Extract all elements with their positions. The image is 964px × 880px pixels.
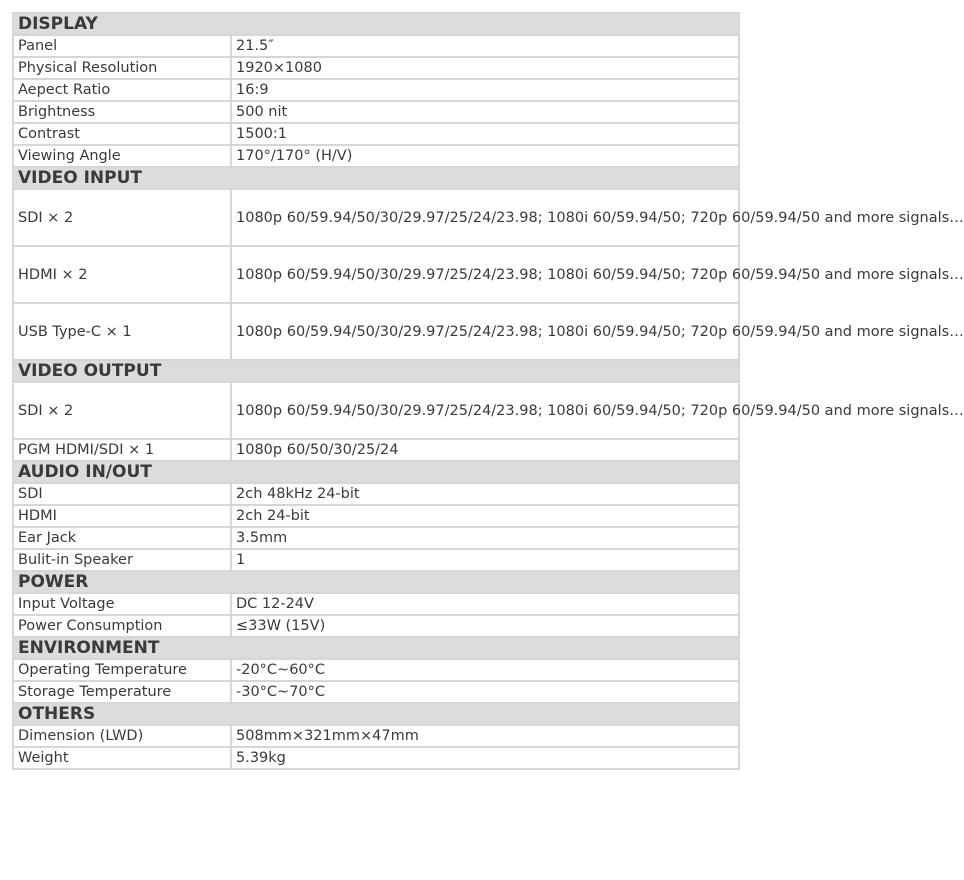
- table-row: [13, 659, 739, 681]
- section-header: [13, 703, 739, 725]
- spec-label: HDMI × 2: [13, 246, 231, 303]
- table-row: [13, 725, 739, 747]
- spec-value: 1080p 60/59.94/50/30/29.97/25/24/23.98; 1080i 60/59.94/50; 720p 60/59.94/50 and more signals…: [231, 189, 739, 246]
- table-row: [13, 439, 739, 461]
- table-row: [13, 101, 739, 123]
- spec-label: Physical Resolution: [13, 57, 231, 79]
- table-row: [13, 35, 739, 57]
- spec-value: 21.5″: [231, 35, 739, 57]
- spec-label: SDI × 2: [13, 382, 231, 439]
- spec-label: Brightness: [13, 101, 231, 123]
- spec-label: HDMI: [13, 505, 231, 527]
- table-row: [13, 681, 739, 703]
- spec-value: 1500:1: [231, 123, 739, 145]
- table-row: [13, 505, 739, 527]
- section-header: [13, 571, 739, 593]
- section-header: [13, 167, 739, 189]
- spec-value: -30°C~70°C: [231, 681, 739, 703]
- spec-value: 1080p 60/50/30/25/24: [231, 439, 739, 461]
- section-title: OTHERS: [13, 703, 739, 725]
- section-header: [13, 13, 739, 35]
- spec-label: Weight: [13, 747, 231, 769]
- table-row: [13, 549, 739, 571]
- spec-value: -20°C~60°C: [231, 659, 739, 681]
- spec-label: SDI × 2: [13, 189, 231, 246]
- spec-label: Operating Temperature: [13, 659, 231, 681]
- spec-label: Storage Temperature: [13, 681, 231, 703]
- spec-label: Dimension (LWD): [13, 725, 231, 747]
- section-title: POWER: [13, 571, 739, 593]
- spec-table: [12, 12, 964, 770]
- spec-value: DC 12-24V: [231, 593, 739, 615]
- spec-value: 5.39kg: [231, 747, 739, 769]
- table-row: [13, 593, 739, 615]
- table-row: [13, 483, 739, 505]
- spec-value: 2ch 48kHz 24-bit: [231, 483, 739, 505]
- spec-value: ≤33W (15V): [231, 615, 739, 637]
- spec-value: 2ch 24-bit: [231, 505, 739, 527]
- spec-label: Contrast: [13, 123, 231, 145]
- table-row: [13, 382, 739, 439]
- section-header: [13, 461, 739, 483]
- section-title: ENVIRONMENT: [13, 637, 739, 659]
- spec-value: 1080p 60/59.94/50/30/29.97/25/24/23.98; 1080i 60/59.94/50; 720p 60/59.94/50 and more signals…: [231, 303, 739, 360]
- spec-value: 1920×1080: [231, 57, 739, 79]
- section-title: VIDEO OUTPUT: [13, 360, 739, 382]
- section-header: [13, 637, 739, 659]
- spec-label: Input Voltage: [13, 593, 231, 615]
- table-row: [13, 246, 739, 303]
- table-row: [13, 615, 739, 637]
- spec-value: 170°/170° (H/V): [231, 145, 739, 167]
- spec-label: PGM HDMI/SDI × 1: [13, 439, 231, 461]
- spec-label: Aepect Ratio: [13, 79, 231, 101]
- table-row: [13, 747, 739, 769]
- spec-value: 1080p 60/59.94/50/30/29.97/25/24/23.98; 1080i 60/59.94/50; 720p 60/59.94/50 and more signals…: [231, 246, 739, 303]
- section-title: VIDEO INPUT: [13, 167, 739, 189]
- section-title: AUDIO IN/OUT: [13, 461, 739, 483]
- table-row: [13, 123, 739, 145]
- spec-label: Panel: [13, 35, 231, 57]
- table-row: [13, 189, 739, 246]
- spec-label: Viewing Angle: [13, 145, 231, 167]
- table-row: [13, 57, 739, 79]
- spec-value: 1: [231, 549, 739, 571]
- spec-label: Ear Jack: [13, 527, 231, 549]
- spec-label: SDI: [13, 483, 231, 505]
- spec-label: Bulit-in Speaker: [13, 549, 231, 571]
- spec-value: 3.5mm: [231, 527, 739, 549]
- table-row: [13, 303, 739, 360]
- spec-value: 16:9: [231, 79, 739, 101]
- table-row: [13, 145, 739, 167]
- spec-value: 508mm×321mm×47mm: [231, 725, 739, 747]
- spec-value: 500 nit: [231, 101, 739, 123]
- spec-label: Power Consumption: [13, 615, 231, 637]
- table-row: [13, 79, 739, 101]
- spec-label: USB Type-C × 1: [13, 303, 231, 360]
- section-header: [13, 360, 739, 382]
- section-title: DISPLAY: [13, 13, 739, 35]
- table-row: [13, 527, 739, 549]
- spec-value: 1080p 60/59.94/50/30/29.97/25/24/23.98; 1080i 60/59.94/50; 720p 60/59.94/50 and more signals…: [231, 382, 739, 439]
